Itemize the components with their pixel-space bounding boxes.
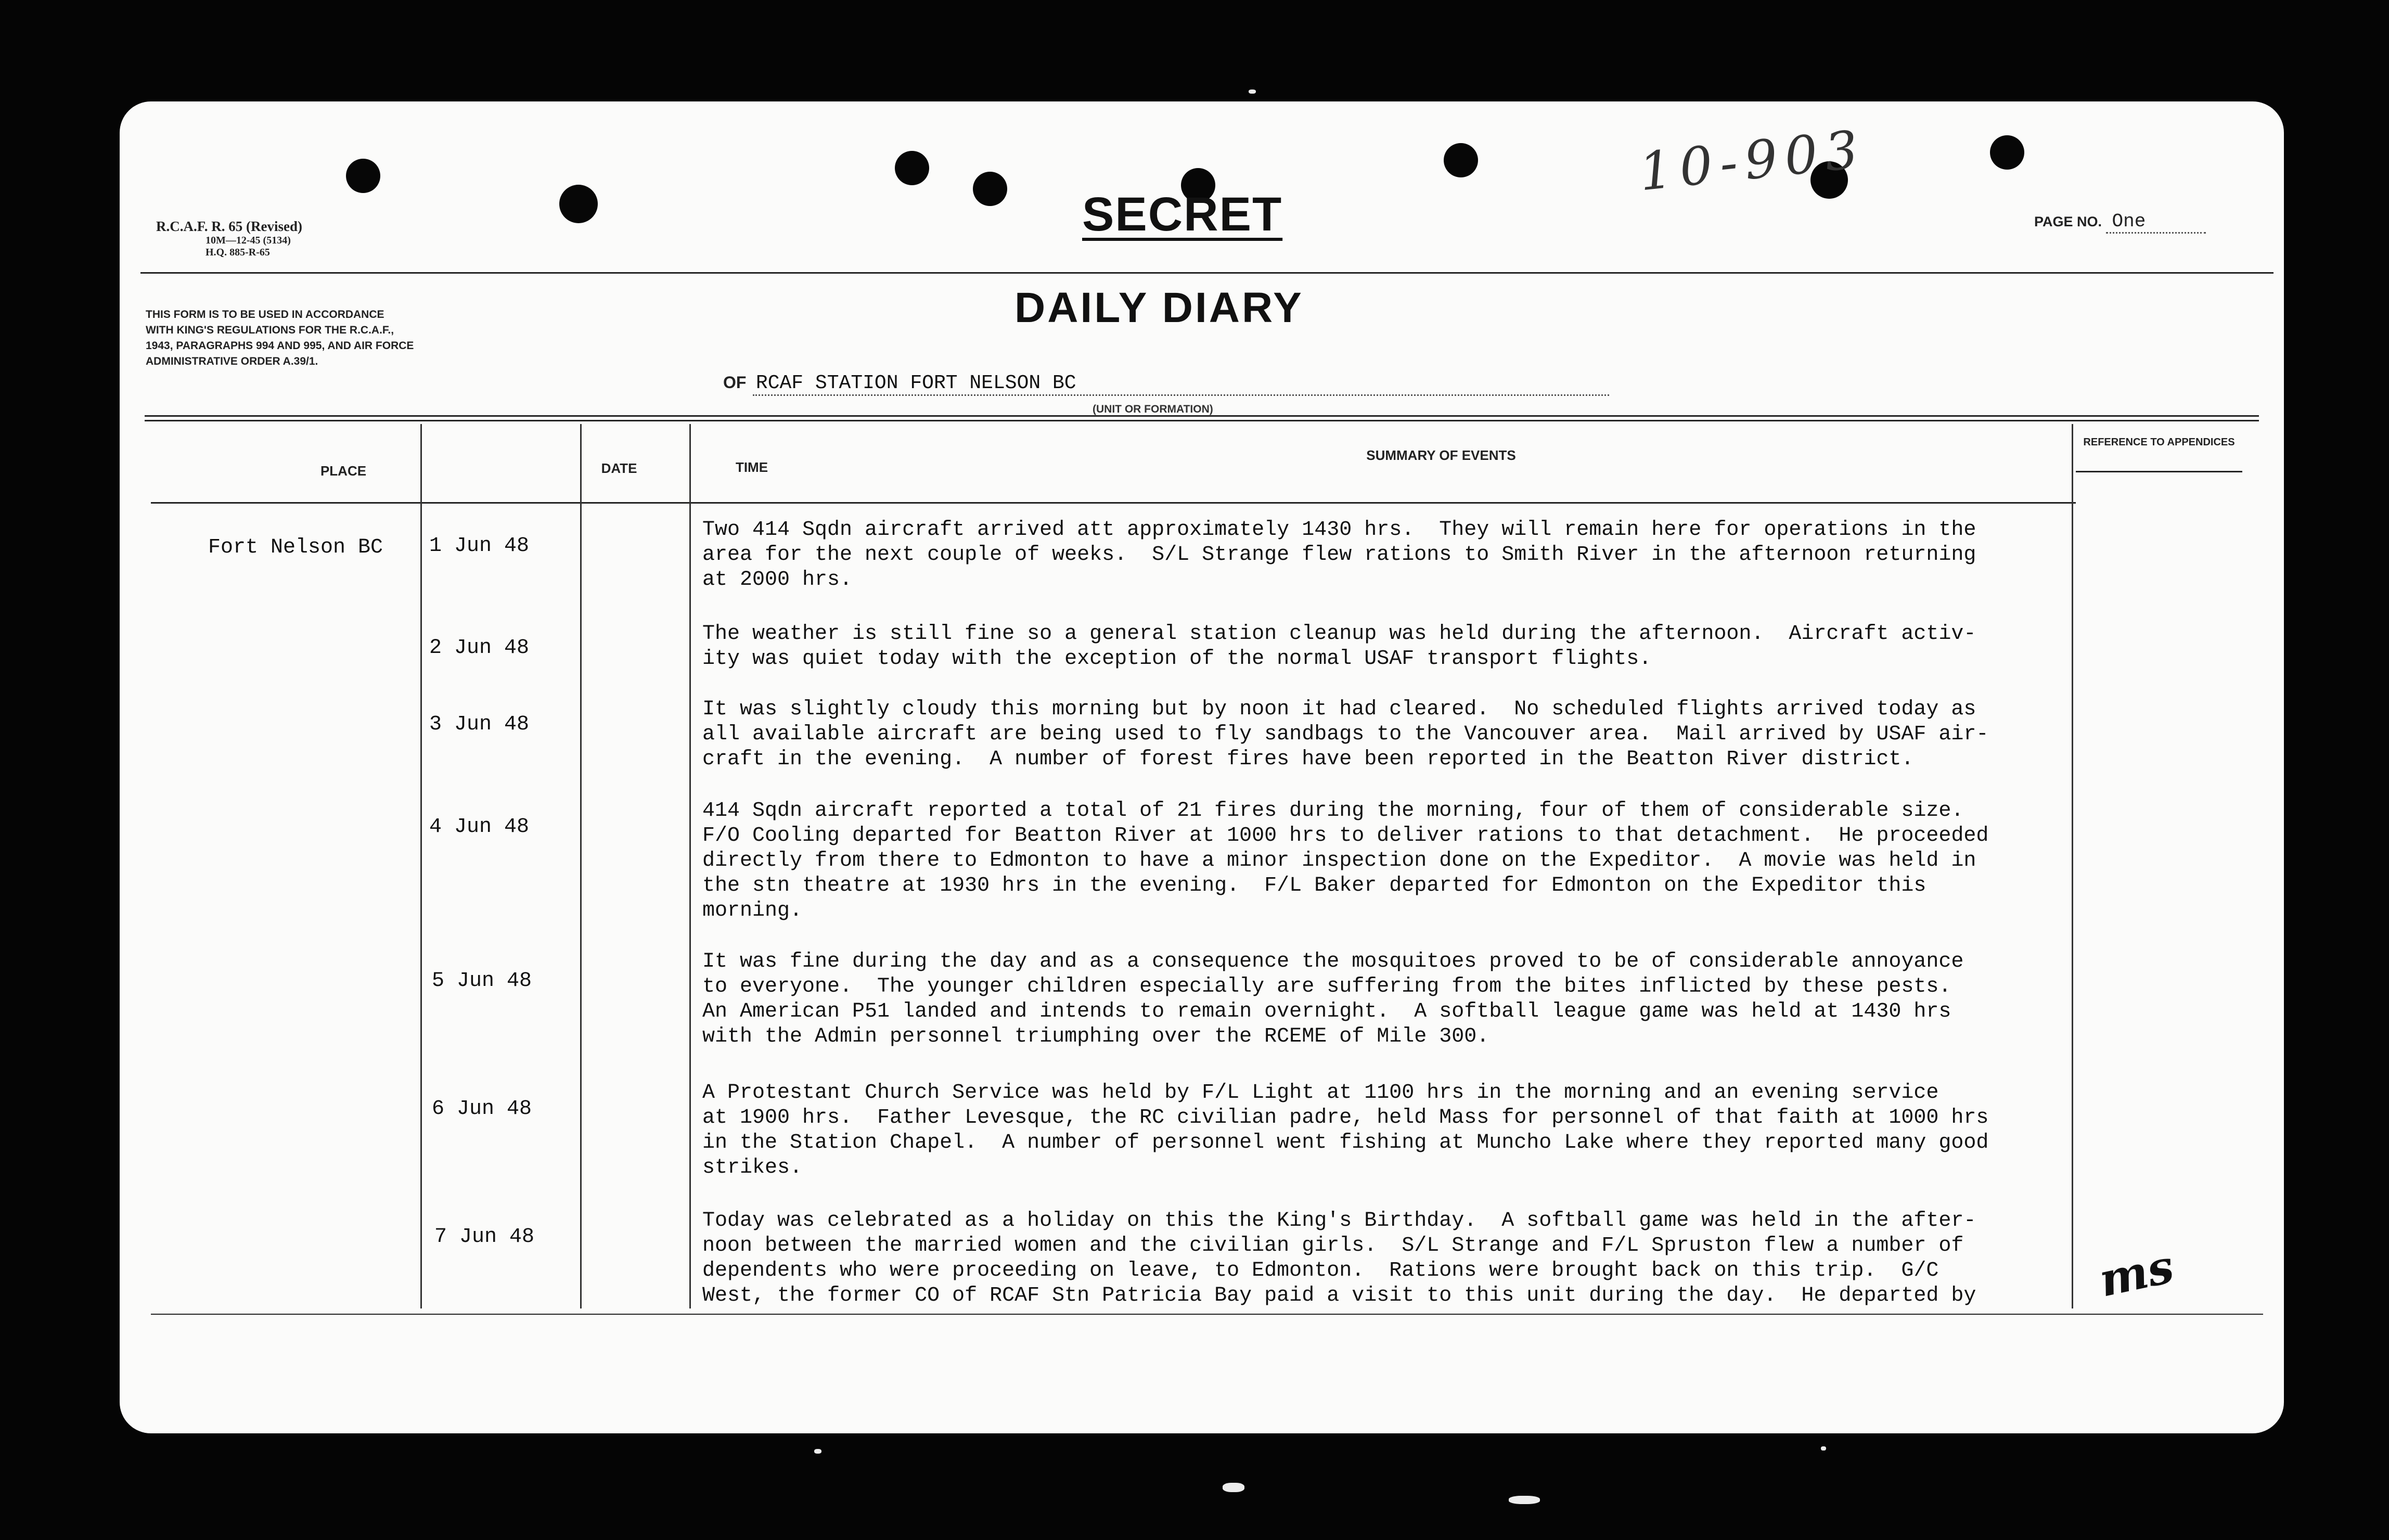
- column-header-rule: [151, 502, 2076, 504]
- entry-date: 3 Jun 48: [429, 713, 530, 736]
- entry-date: 6 Jun 48: [432, 1097, 532, 1121]
- entry-summary: A Protestant Church Service was held by F/L Light at 1100 hrs in the morning and an evening service at 1900 hrs. Father Levesque, the RC civilian padre, held Mass for personnel of that faith at 1000 hrs in the Station Chapel. A number of personnel went fishing at Muncho Lake where they reported many good strikes.: [702, 1081, 1989, 1179]
- handwritten-initials: ms: [2094, 1239, 2178, 1307]
- column-divider: [2072, 424, 2073, 1308]
- column-divider: [689, 424, 691, 1308]
- table-bottom-rule: [151, 1314, 2263, 1315]
- diary-card: [120, 101, 2284, 1433]
- entry-date: 7 Jun 48: [434, 1225, 535, 1249]
- header-rule: [140, 272, 2274, 274]
- diary-title: DAILY DIARY: [1014, 284, 1304, 331]
- unit-line: [723, 372, 1609, 396]
- entry-summary: 414 Sqdn aircraft reported a total of 21 fires during the morning, four of them of considerable size. F/O Cooling departed for Beatton River at 1000 hrs to deliver rations to that detachment. He proceeded directly from there to Edmonton to have a minor inspection done on the Expeditor. A movie was held in the stn theatre at 1930 hrs in the evening. F/L Baker departed for Edmonton on the Expeditor this morning.: [702, 799, 1989, 922]
- punch-hole: [895, 151, 929, 185]
- entry-summary: It was slightly cloudy this morning but by noon it had cleared. No scheduled flights arrived today as all available aircraft are being used to fly sandbags to the Vancouver area. Mail arrived by USAF air- craft in the evening. A number of forest fires have been reported in the Beatton River district.: [702, 698, 1989, 771]
- form-id-line: 10M—12-45 (5134): [205, 235, 291, 246]
- dust-speck: [814, 1449, 821, 1454]
- unit-caption: (UNIT OR FORMATION): [1093, 403, 1213, 415]
- column-divider: [420, 424, 422, 1308]
- notice-line: ADMINISTRATIVE ORDER A.39/1.: [146, 355, 318, 367]
- punch-hole: [1990, 135, 2024, 170]
- entry-summary: The weather is still fine so a general station cleanup was held during the afternoon. Aircraft activ- ity was quiet today with the exception of the normal USAF transport flights.: [702, 622, 1976, 671]
- punch-hole: [559, 185, 598, 223]
- dust-speck: [1249, 89, 1256, 94]
- dust-speck: [1821, 1446, 1826, 1451]
- page-number-value: One: [2106, 211, 2206, 234]
- of-label: OF: [723, 373, 747, 392]
- punch-hole: [973, 172, 1007, 206]
- dust-speck: [1509, 1496, 1540, 1504]
- table-top-rule: [145, 415, 2259, 417]
- reference-header-rule: [2076, 471, 2242, 472]
- column-header-summary: SUMMARY OF EVENTS: [1366, 447, 1516, 463]
- classification-title: SECRET: [1082, 188, 1283, 241]
- place-value: Fort Nelson BC: [208, 536, 383, 559]
- notice-line: 1943, PARAGRAPHS 994 AND 995, AND AIR FORCE: [146, 340, 414, 352]
- entry-date: 1 Jun 48: [429, 534, 530, 558]
- unit-name: RCAF STATION FORT NELSON BC: [753, 372, 1609, 396]
- column-divider: [580, 424, 582, 1308]
- notice-line: THIS FORM IS TO BE USED IN ACCORDANCE: [146, 309, 384, 320]
- entry-date: 5 Jun 48: [432, 969, 532, 993]
- entry-date: 4 Jun 48: [429, 815, 530, 839]
- page-number-label: PAGE NO.: [2034, 214, 2102, 229]
- form-id-line: H.Q. 885-R-65: [205, 247, 270, 258]
- table-top-rule: [145, 420, 2259, 421]
- entry-summary: Two 414 Sqdn aircraft arrived att approximately 1430 hrs. They will remain here for operations in the area for the next couple of weeks. S/L Strange flew rations to Smith River in the afternoon returning at 2000 hrs.: [702, 518, 1976, 592]
- notice-line: WITH KING'S REGULATIONS FOR THE R.C.A.F.,: [146, 324, 394, 336]
- dust-speck: [1223, 1483, 1244, 1492]
- entry-summary: Today was celebrated as a holiday on this the King's Birthday. A softball game was held in the after- noon between the married women and the civilian girls. S/L Strange and F/L Spruston flew a number of dependents who were proceeding on leave, to Edmonton. Rations were brought back on this trip. G/C West, the former CO of RCAF Stn Patricia Bay paid a visit to this unit during the day. He departed by: [702, 1209, 1976, 1307]
- punch-hole: [1444, 143, 1478, 177]
- punch-hole: [346, 159, 380, 193]
- column-header-reference: REFERENCE TO APPENDICES: [2083, 437, 2235, 448]
- entry-summary: It was fine during the day and as a consequence the mosquitoes proved to be of considerable annoyance to everyone. The younger children especially are suffering from the bites inflicted by these pests. An American P51 landed and intends to remain overnight. A softball league game was held at 1430 hrs with the Admin personnel triumphing over the RCEME of Mile 300.: [702, 950, 1964, 1048]
- form-notice: [146, 307, 414, 369]
- entry-date: 2 Jun 48: [429, 636, 530, 660]
- form-id-line: R.C.A.F. R. 65 (Revised): [156, 219, 302, 234]
- column-header-place: PLACE: [320, 463, 367, 479]
- page-number: [2034, 211, 2206, 234]
- column-header-date: DATE: [601, 460, 637, 476]
- column-header-time: TIME: [735, 459, 768, 475]
- form-id: [156, 219, 302, 259]
- handwritten-reference: 10-903: [1636, 118, 1868, 203]
